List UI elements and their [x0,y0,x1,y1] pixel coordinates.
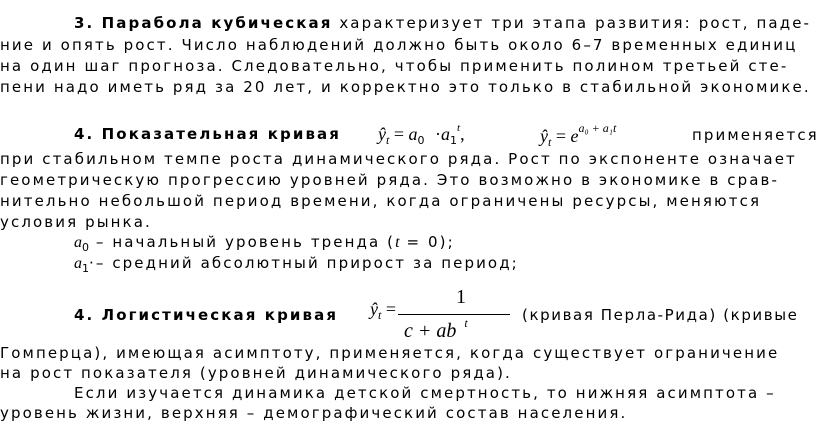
heading-text: 4. Логистическая кривая [74,306,339,324]
denominator-sup: t [464,316,468,330]
text: ·– средний абсолютный прирост за период; [89,254,519,272]
heading-exponential-curve [74,125,341,143]
para-cubic-line-2: ние и опять рост. Число наблюдений должно быть около 6–7 временных единиц [0,36,798,54]
formula-dot: · [430,124,441,144]
formula-sub: t [386,133,390,147]
denominator-text: c + ab [404,320,457,342]
symbol: t [395,234,400,251]
para-exponential-line-1: применяется [692,126,819,144]
fraction-bar [398,314,510,315]
text: характеризует три этапа развития: рост, паде- [332,14,812,32]
definition-a1 [74,254,519,278]
heading-logistic-curve [74,306,338,324]
para-logistic-line-1: (кривая Перла-Рида) (кривые [522,306,799,324]
para-logistic-line-4: Если изучается динамика детской смертность, то нижняя асимптота – [74,384,776,402]
text: – начальный уровень тренда ( [89,233,396,251]
formula-eq: = [389,124,409,144]
text: = 0); [399,233,455,251]
para-logistic-line-3: на рост показателя (уровней динамического ряда). [0,364,512,382]
symbol: a [74,255,82,272]
sub: 1 [82,262,89,275]
formula-logistic-lhs [370,300,396,324]
para-cubic-line-1 [74,14,811,32]
formula-symbol: a [408,124,418,144]
formula-comma: , [460,124,465,144]
formula-sup: t [457,122,461,134]
para-exponential-line-4: нительно небольшой период времени, когда ограничены ресурсы, меняются [0,192,762,210]
formula-symbol: a [441,124,450,144]
formula-sub: t [378,308,382,322]
formula-sub: t [548,135,552,149]
formula-exponential-2 [540,119,616,151]
para-logistic-line-2: Гомперца), имеющая асимптоту, применяется, когда существует ограничение [0,344,780,362]
formula-logistic-fraction [398,286,510,346]
heading-cubic-parabola: 3. Парабола кубическая [74,14,333,32]
formula-exponential-1 [378,119,465,150]
para-logistic-line-5: уровень жизни, верхняя – демографический состав населения. [0,404,628,422]
formula-symbol: ŷ [540,126,548,146]
para-cubic-line-3: на один шаг прогноза. Следовательно, чтобы применить полином третьей сте- [0,57,789,75]
fraction-denominator [404,316,468,343]
formula-eq: = [551,126,571,146]
para-exponential-line-3: геометрическую прогрессию уровней ряда. Это возможно в экономике в срав- [0,171,780,189]
formula-symbol: e [570,126,579,146]
formula-sub: 1 [450,134,457,147]
para-cubic-line-4: пени надо иметь ряд за 20 лет, и корректно это только в стабильной экономике. [0,78,811,96]
formula-exponent: a₀ + a₁t [578,121,617,135]
para-exponential-line-5: условия рынка. [0,213,152,231]
fraction-numerator: 1 [456,286,466,308]
sub: 0 [82,241,89,254]
formula-eq: = [381,299,396,319]
formula-sub: 0 [417,134,425,147]
symbol: a [74,234,82,251]
formula-symbol: ŷ [370,299,378,319]
formula-symbol: ŷ [378,124,386,144]
para-exponential-line-2: при стабильном темпе роста динамического ряда. Рост по экспоненте означает [0,150,797,168]
heading-text: 4. Показательная кривая [74,125,342,143]
